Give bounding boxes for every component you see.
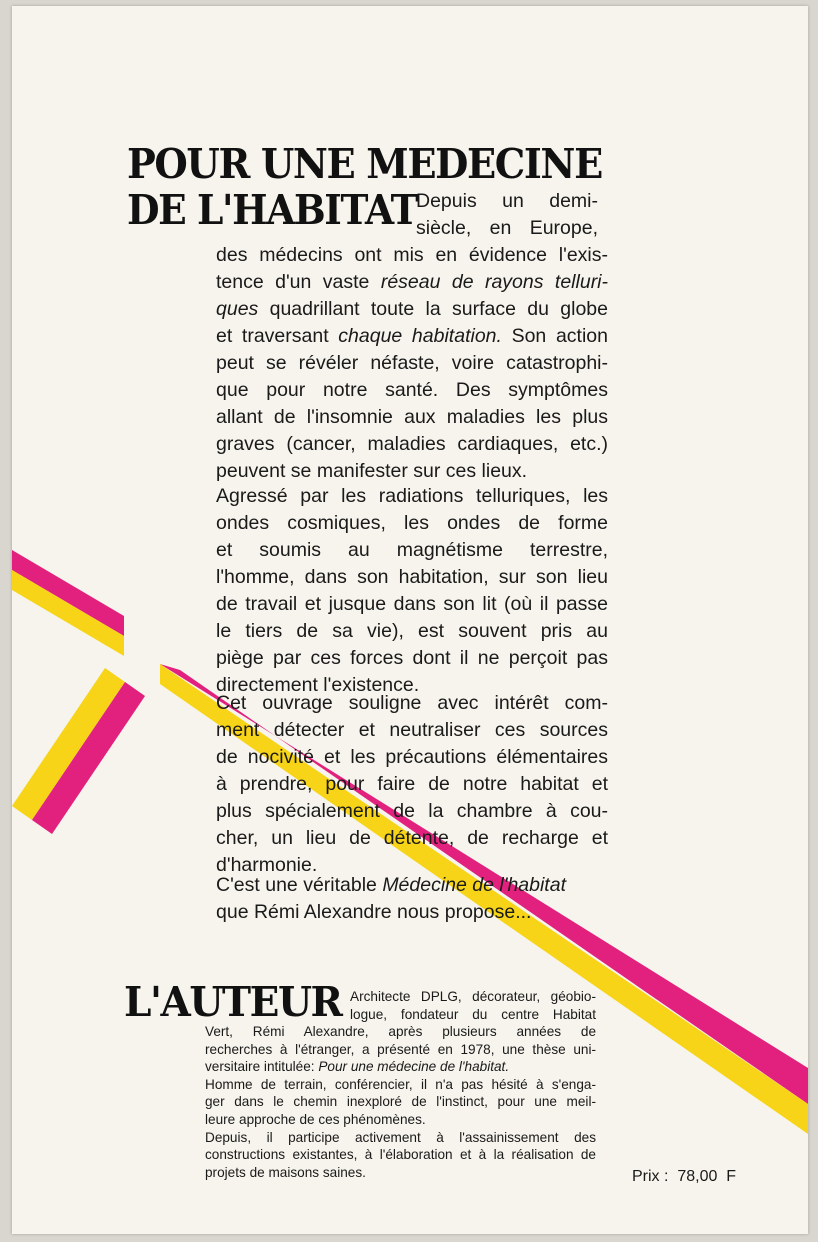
author-line: constructions existantes, à l'élaboration et à la réalisation de xyxy=(205,1147,596,1163)
body-text: Son action xyxy=(501,325,608,347)
body-line: cher, un lieu de détente, de recharge et xyxy=(216,827,608,849)
author-line: leure approche de ces phénomènes. xyxy=(205,1111,426,1127)
body-line: et soumis au magnétisme terrestre, xyxy=(216,539,608,561)
body-line: ment détecter et neutraliser ces sources xyxy=(216,719,608,741)
headline-line-2: DE L'HABITAT xyxy=(127,186,418,234)
body-line: de nocivité et les précautions élémentaires xyxy=(216,746,608,768)
author-title: L'AUTEUR xyxy=(124,978,342,1026)
body-line: peuvent se manifester sur ces lieux. xyxy=(216,460,528,482)
body-line: Agressé par les radiations telluriques, les xyxy=(216,485,608,507)
price xyxy=(632,1168,736,1186)
body-line: Depuis un demi- xyxy=(416,190,598,212)
body-line: peut se révéler néfaste, voire catastrophi- xyxy=(216,352,608,374)
back-cover xyxy=(12,6,808,1234)
body-line xyxy=(216,296,608,323)
price-label: Prix : xyxy=(632,1168,669,1185)
body-line: que pour notre santé. Des symptômes xyxy=(216,379,608,401)
body-line: ondes cosmiques, les ondes de forme xyxy=(216,512,608,534)
body-text: C'est une véritable xyxy=(216,874,383,896)
author-line: ger dans le chemin inexploré de l'instinct, pour une meil- xyxy=(205,1094,596,1110)
body-line: piège par ces forces dont il ne perçoit pas xyxy=(216,647,608,669)
author-line: projets de maisons saines. xyxy=(205,1164,366,1180)
paragraph-2 xyxy=(216,483,608,699)
body-text: quadrillant toute la surface du globe xyxy=(258,298,608,320)
headline-line-1: POUR UNE MEDECINE xyxy=(127,140,602,188)
body-line: des médecins ont mis en évidence l'exis- xyxy=(216,244,608,266)
body-italic: ques xyxy=(216,298,259,320)
price-value: 78,00 xyxy=(677,1168,718,1185)
body-line: le tiers de sa vie), est souvent pris au xyxy=(216,620,608,642)
author-text: versitaire intitulée: xyxy=(205,1059,319,1075)
body-line: l'homme, dans son habitation, sur son lieu xyxy=(216,566,608,588)
author-line: logue, fondateur du centre Habitat xyxy=(350,1006,596,1022)
body-line: de travail et jusque dans son lit (où il passe xyxy=(216,593,608,615)
author-line: Vert, Rémi Alexandre, après plusieurs années de xyxy=(205,1024,596,1039)
paragraph-3 xyxy=(216,690,608,879)
intro-lines xyxy=(416,188,598,242)
body-line: allant de l'insomnie aux maladies les plus xyxy=(216,406,608,428)
body-line: directement l'existence. xyxy=(216,674,420,696)
body-line xyxy=(216,269,608,296)
price-currency: F xyxy=(726,1168,737,1185)
body-line xyxy=(216,872,608,899)
body-line: siècle, en Europe, xyxy=(416,217,598,239)
body-text: tence d'un vaste xyxy=(216,271,381,293)
body-line xyxy=(216,323,608,350)
body-italic: réseau de rayons telluri- xyxy=(380,271,609,293)
paragraph-1 xyxy=(216,242,608,485)
body-line: plus spécialement de la chambre à cou- xyxy=(216,800,608,822)
body-italic: Médecine de l'habitat xyxy=(382,874,566,896)
author-line: Depuis, il participe activement à l'assainissement des xyxy=(205,1129,596,1145)
author-italic: Pour une médecine de l'habitat. xyxy=(318,1059,510,1075)
body-italic: chaque habitation. xyxy=(338,325,502,347)
author-line: recherches à l'étranger, a présenté en 1978, une thèse uni- xyxy=(205,1041,596,1057)
author-bio-top xyxy=(350,988,596,1023)
paragraph-4 xyxy=(216,872,608,926)
body-line: Cet ouvrage souligne avec intérêt com- xyxy=(216,692,608,714)
author-line: Homme de terrain, conférencier, il n'a pas hésité à s'enga- xyxy=(205,1076,596,1092)
body-line: d'harmonie. xyxy=(216,854,318,876)
body-line: graves (cancer, maladies cardiaques, etc.) xyxy=(216,433,608,455)
body-line: à prendre, pour faire de notre habitat et xyxy=(216,773,608,795)
body-text: et traversant xyxy=(216,325,339,347)
body-line: que Rémi Alexandre nous propose... xyxy=(216,901,532,923)
author-line: Architecte DPLG, décorateur, géobio- xyxy=(350,989,596,1004)
author-line xyxy=(205,1058,596,1076)
author-bio xyxy=(205,1023,596,1181)
